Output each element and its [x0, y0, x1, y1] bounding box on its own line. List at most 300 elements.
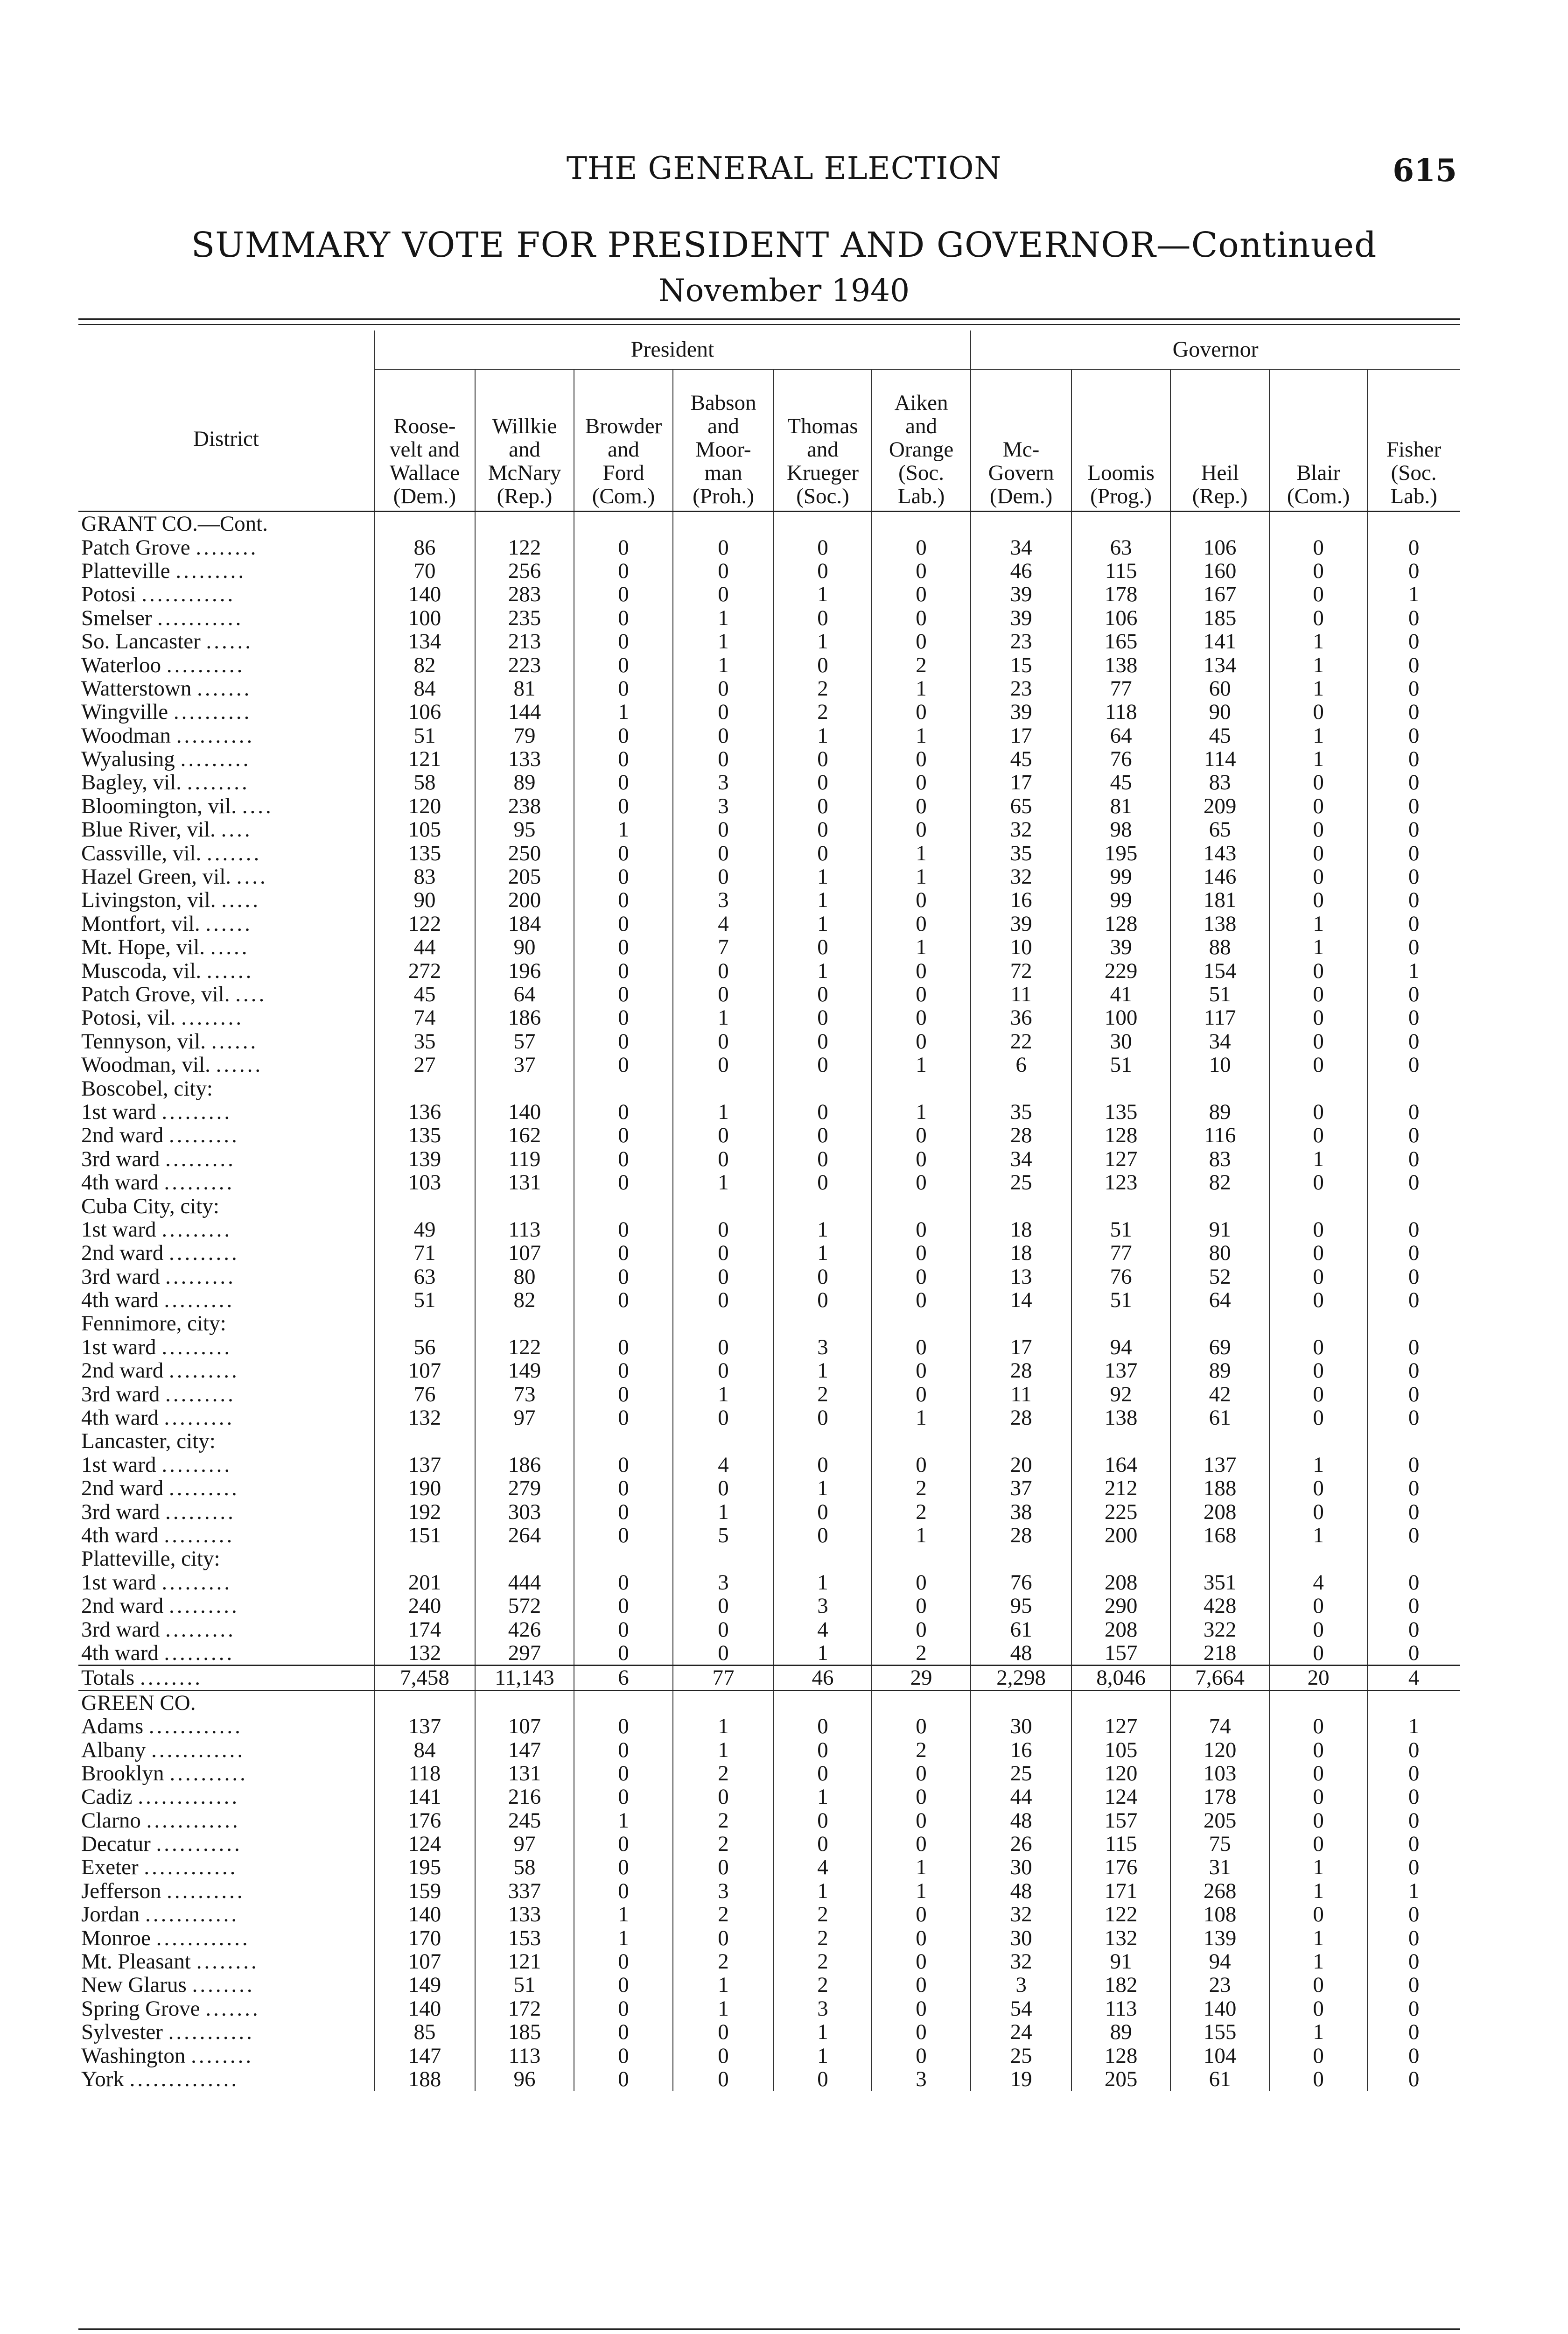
district-name: Woodman: [81, 724, 171, 747]
vote-count: 0: [774, 1832, 872, 1856]
district-name: Cadiz: [81, 1785, 133, 1809]
vote-count: 0: [673, 1241, 774, 1265]
district-name-cell: [78, 700, 374, 724]
district-name-cell: [78, 1124, 374, 1147]
vote-count: 97: [475, 1406, 574, 1429]
district-name: Platteville, city:: [81, 1547, 220, 1571]
vote-count: 0: [574, 959, 673, 982]
vote-count: 0: [1408, 559, 1420, 583]
table-row: [78, 1100, 1460, 1124]
vote-count: 0: [774, 983, 872, 1006]
vote-count: 1: [774, 2020, 872, 2044]
district-name-cell: [78, 1076, 374, 1100]
vote-count: 0: [1269, 794, 1367, 818]
vote-count: 225: [1071, 1500, 1170, 1523]
vote-count: [475, 512, 574, 536]
dot-leader: ..........: [169, 1761, 248, 1786]
vote-count: 153: [475, 1926, 574, 1949]
vote-count: [574, 1429, 673, 1453]
vote-count: 0: [1408, 771, 1420, 794]
table-row: [78, 912, 1460, 935]
vote-count: 18: [971, 1218, 1071, 1241]
vote-count: [574, 1076, 673, 1100]
vote-count: 76: [1071, 747, 1170, 771]
vote-count: 2: [774, 677, 872, 700]
vote-count: 0: [673, 1288, 774, 1312]
vote-count: [1170, 512, 1269, 536]
district-name-cell: [78, 959, 374, 982]
vote-count: 139: [374, 1147, 475, 1171]
vote-count: 0: [1408, 841, 1420, 865]
dot-leader: .........: [168, 1359, 239, 1383]
vote-count: [1367, 1312, 1460, 1335]
vote-count: 0: [1408, 629, 1420, 654]
vote-count: [374, 1690, 475, 1715]
vote-count: 1: [872, 677, 971, 700]
vote-count: 54: [971, 1997, 1071, 2020]
vote-count: 51: [374, 1288, 475, 1312]
vote-count: 34: [971, 1147, 1071, 1171]
vote-count: 0: [673, 1218, 774, 1241]
table-row: [78, 1617, 1460, 1641]
vote-count: 3: [774, 1997, 872, 2020]
dot-leader: .......: [197, 676, 252, 701]
vote-count: 107: [374, 1950, 475, 1973]
vote-count: 0: [673, 1476, 774, 1500]
district-name: Platteville: [81, 559, 170, 583]
vote-count: 0: [1408, 700, 1420, 724]
vote-count: 0: [1408, 1594, 1420, 1618]
vote-count: 3: [673, 771, 774, 794]
vote-count: 0: [872, 1006, 971, 1029]
vote-count: 0: [872, 559, 971, 583]
vote-count: 56: [374, 1336, 475, 1359]
vote-count: 42: [1170, 1382, 1269, 1406]
vote-count: 22: [971, 1030, 1071, 1053]
district-name: 4th ward: [81, 1641, 159, 1665]
vote-count: 154: [1170, 959, 1269, 982]
vote-count: 28: [971, 1406, 1071, 1429]
district-name: 2nd ward: [81, 1241, 164, 1265]
vote-count: 46: [971, 559, 1071, 583]
vote-count: 0: [574, 630, 673, 653]
district-name-cell: [78, 1950, 374, 1973]
vote-count: 115: [1071, 1832, 1170, 1856]
vote-count: 147: [475, 1738, 574, 1761]
vote-count: [1071, 1547, 1170, 1570]
vote-count: 63: [374, 1265, 475, 1288]
vote-count: 0: [574, 1171, 673, 1194]
vote-count: 77: [1071, 677, 1170, 700]
vote-count: 16: [971, 1738, 1071, 1761]
table-row: [78, 559, 1460, 583]
vote-count: 39: [971, 700, 1071, 724]
dot-leader: .............: [138, 1785, 240, 1809]
vote-count: 96: [475, 2067, 574, 2091]
vote-count: 0: [574, 771, 673, 794]
vote-count: 0: [1408, 1761, 1420, 1786]
top-double-rule-lower: [78, 324, 1460, 325]
vote-count: 0: [872, 912, 971, 935]
vote-count: 3: [673, 888, 774, 912]
vote-count: 0: [872, 630, 971, 653]
district-name-cell: [78, 1406, 374, 1429]
vote-count: [673, 1547, 774, 1570]
district-name: 2nd ward: [81, 1476, 164, 1500]
vote-count: 118: [374, 1762, 475, 1785]
vote-count: 77: [673, 1666, 774, 1690]
vote-count: 0: [774, 1171, 872, 1194]
district-name: 4th ward: [81, 1170, 159, 1195]
district-name: Jefferson: [81, 1879, 161, 1903]
vote-count: 0: [1269, 1641, 1367, 1666]
vote-count: 1: [774, 1571, 872, 1594]
dot-leader: .........: [164, 1288, 235, 1312]
vote-count: 0: [574, 1785, 673, 1808]
vote-count: 0: [872, 1785, 971, 1808]
vote-count: 0: [872, 888, 971, 912]
vote-count: 94: [1170, 1950, 1269, 1973]
vote-count: 178: [1170, 1785, 1269, 1808]
vote-count: 135: [1071, 1100, 1170, 1124]
vote-count: 208: [1170, 1500, 1269, 1523]
vote-count: 23: [971, 630, 1071, 653]
vote-count: 0: [574, 1288, 673, 1312]
vote-count: 1: [673, 1715, 774, 1738]
vote-count: 127: [1071, 1147, 1170, 1171]
vote-count: 4: [774, 1856, 872, 1879]
vote-count: 107: [374, 1359, 475, 1382]
vote-count: 76: [971, 1571, 1071, 1594]
district-name: Albany: [81, 1738, 146, 1762]
vote-count: 1: [774, 888, 872, 912]
district-name-cell: [78, 771, 374, 794]
vote-count: 17: [971, 1336, 1071, 1359]
vote-count: 1: [774, 1241, 872, 1265]
vote-count: 140: [374, 1903, 475, 1926]
vote-count: 28: [971, 1359, 1071, 1382]
vote-count: [1170, 1076, 1269, 1100]
vote-count: [1269, 1076, 1367, 1100]
vote-count: 1: [872, 865, 971, 888]
vote-count: 1: [872, 1524, 971, 1547]
vote-count: 176: [1071, 1856, 1170, 1879]
vote-count: 0: [872, 606, 971, 630]
district-name-cell: [78, 1359, 374, 1382]
vote-count: 0: [872, 1265, 971, 1288]
table-row: [78, 1856, 1460, 1879]
vote-count: 1: [774, 1476, 872, 1500]
district-name-cell: [78, 1856, 374, 1879]
vote-count: 0: [574, 1336, 673, 1359]
vote-count: 143: [1170, 841, 1269, 865]
vote-count: 32: [971, 1903, 1071, 1926]
dot-leader: ......: [211, 1029, 259, 1053]
column-header: Loomis (Prog.): [1071, 369, 1170, 512]
vote-count: 30: [971, 1856, 1071, 1879]
vote-count: 11: [971, 1382, 1071, 1406]
vote-count: 0: [872, 1288, 971, 1312]
district-name-cell: [78, 841, 374, 865]
vote-count: 0: [872, 1336, 971, 1359]
vote-count: 1: [774, 1879, 872, 1903]
vote-count: 108: [1170, 1903, 1269, 1926]
vote-count: 0: [1269, 2044, 1367, 2067]
vote-count: 4: [774, 1617, 872, 1641]
district-name-cell: [78, 653, 374, 676]
vote-count: 37: [475, 1053, 574, 1076]
vote-count: [872, 1690, 971, 1715]
vote-count: 36: [971, 1006, 1071, 1029]
vote-count: 0: [673, 1124, 774, 1147]
vote-count: 3: [673, 794, 774, 818]
vote-count: 2: [774, 700, 872, 724]
vote-count: 0: [1408, 2020, 1420, 2044]
vote-count: 107: [475, 1715, 574, 1738]
vote-count: [1170, 1690, 1269, 1715]
vote-count: [475, 1312, 574, 1335]
vote-count: 0: [872, 1382, 971, 1406]
dot-leader: ......: [216, 1053, 263, 1077]
vote-count: 0: [1408, 1359, 1420, 1383]
totals-row: [78, 1666, 1460, 1690]
vote-count: 0: [1269, 959, 1367, 982]
district-name-cell: [78, 1832, 374, 1856]
column-header: Roose- velt and Wallace (Dem.): [374, 369, 475, 512]
vote-count: 223: [475, 653, 574, 676]
vote-count: 8,046: [1071, 1666, 1170, 1690]
vote-count: 0: [1408, 1500, 1420, 1524]
vote-count: 0: [1408, 1382, 1420, 1406]
vote-count: [1269, 1312, 1367, 1335]
vote-count: 139: [1170, 1926, 1269, 1949]
dot-leader: .........: [168, 1124, 239, 1147]
vote-count: 0: [1408, 1288, 1420, 1312]
vote-count: 0: [774, 841, 872, 865]
vote-count: 18: [971, 1241, 1071, 1265]
district-name: So. Lancaster: [81, 629, 201, 654]
dot-leader: .........: [161, 1217, 232, 1242]
district-name: Patch Grove: [81, 535, 190, 559]
dot-leader: .........: [168, 1594, 239, 1618]
vote-count: 3: [673, 1571, 774, 1594]
vote-count: 116: [1170, 1124, 1269, 1147]
district-name-cell: [78, 912, 374, 935]
vote-count: 45: [971, 747, 1071, 771]
vote-count: 256: [475, 559, 574, 583]
table-row: [78, 1785, 1460, 1808]
vote-count: 2: [774, 1973, 872, 1997]
district-name-cell: [78, 1006, 374, 1029]
vote-count: 89: [475, 771, 574, 794]
vote-count: 82: [374, 653, 475, 676]
vote-count: 303: [475, 1500, 574, 1523]
vote-count: 240: [374, 1594, 475, 1617]
table-row: [78, 959, 1460, 982]
vote-count: 0: [574, 1997, 673, 2020]
vote-count: 133: [475, 1903, 574, 1926]
vote-count: 167: [1170, 583, 1269, 606]
vote-count: 0: [1408, 888, 1420, 912]
vote-count: 115: [1071, 559, 1170, 583]
vote-count: 32: [971, 865, 1071, 888]
district-name-cell: [78, 1547, 374, 1570]
vote-count: 2: [872, 1500, 971, 1523]
dot-leader: ............: [145, 1903, 239, 1926]
vote-count: 1: [1269, 1926, 1367, 1949]
vote-count: 100: [374, 606, 475, 630]
vote-count: [1269, 1690, 1367, 1715]
vote-count: 0: [574, 1382, 673, 1406]
vote-count: [872, 1312, 971, 1335]
vote-count: 0: [574, 677, 673, 700]
table-row: [78, 1218, 1460, 1241]
vote-count: 16: [971, 888, 1071, 912]
vote-count: 0: [872, 1997, 971, 2020]
vote-count: 0: [574, 2044, 673, 2067]
running-head: [0, 150, 1568, 192]
table-row: [78, 1738, 1460, 1761]
district-name: Monroe: [81, 1926, 151, 1950]
vote-count: 0: [1269, 818, 1367, 841]
vote-count: 74: [374, 1006, 475, 1029]
vote-count: 176: [374, 1808, 475, 1832]
vote-count: 0: [774, 1147, 872, 1171]
vote-count: 0: [1408, 1832, 1420, 1856]
vote-count: 0: [872, 535, 971, 559]
vote-count: 103: [1170, 1762, 1269, 1785]
vote-count: 1: [574, 700, 673, 724]
vote-count: 0: [774, 1006, 872, 1029]
vote-count: [1071, 512, 1170, 536]
table-row: [78, 700, 1460, 724]
vote-count: 133: [475, 747, 574, 771]
vote-count: [1367, 1690, 1460, 1715]
group-header-row: [78, 330, 1460, 369]
vote-count: 0: [1408, 1856, 1420, 1879]
vote-count: 91: [1071, 1950, 1170, 1973]
vote-count: 0: [774, 1762, 872, 1785]
vote-count: 48: [971, 1879, 1071, 1903]
dot-leader: .........: [164, 1523, 235, 1547]
vote-count: 82: [1170, 1171, 1269, 1194]
vote-count: 428: [1170, 1594, 1269, 1617]
vote-count: 3: [774, 1336, 872, 1359]
vote-count: 1: [774, 1641, 872, 1666]
vote-count: 0: [872, 583, 971, 606]
table-row: [78, 583, 1460, 606]
table-row: [78, 1594, 1460, 1617]
vote-count: 1: [673, 630, 774, 653]
vote-count: 0: [872, 1030, 971, 1053]
vote-count: 0: [1408, 1265, 1420, 1288]
dot-leader: .........: [164, 1170, 235, 1195]
vote-count: 0: [1408, 1738, 1420, 1762]
vote-count: 128: [1071, 912, 1170, 935]
vote-count: 140: [374, 583, 475, 606]
vote-count: 1: [872, 841, 971, 865]
vote-count: 1: [872, 724, 971, 747]
vote-count: 0: [1269, 1617, 1367, 1641]
table-row: [78, 1429, 1460, 1453]
vote-count: 95: [971, 1594, 1071, 1617]
vote-count: 1: [872, 1406, 971, 1429]
vote-count: 0: [574, 1147, 673, 1171]
vote-count: 264: [475, 1524, 574, 1547]
vote-count: 0: [1408, 865, 1420, 889]
vote-count: 38: [971, 1500, 1071, 1523]
vote-count: 0: [574, 1265, 673, 1288]
vote-count: [673, 512, 774, 536]
vote-count: 6: [971, 1053, 1071, 1076]
table-row: [78, 1571, 1460, 1594]
vote-count: 0: [1269, 1476, 1367, 1500]
vote-count: 0: [574, 1218, 673, 1241]
vote-count: 212: [1071, 1476, 1170, 1500]
vote-count: 107: [475, 1241, 574, 1265]
table-title: SUMMARY VOTE FOR PRESIDENT AND GOVERNOR—Continued: [191, 225, 1377, 265]
district-name: Livingston, vil.: [81, 888, 216, 912]
vote-count: 20: [971, 1453, 1071, 1476]
table-row: [78, 653, 1460, 676]
vote-count: 0: [1269, 559, 1367, 583]
vote-count: 0: [774, 1406, 872, 1429]
vote-count: 0: [673, 559, 774, 583]
vote-count: 279: [475, 1476, 574, 1500]
vote-count: 58: [374, 771, 475, 794]
vote-count: 0: [774, 935, 872, 959]
dot-leader: .........: [165, 1500, 236, 1524]
vote-count: 0: [1408, 1808, 1420, 1832]
vote-count: 0: [1269, 1030, 1367, 1053]
vote-count: 0: [1408, 1100, 1420, 1124]
vote-count: 49: [374, 1218, 475, 1241]
vote-count: 0: [774, 1124, 872, 1147]
district-name-cell: [78, 1715, 374, 1738]
vote-count: 2: [774, 1950, 872, 1973]
vote-count: 140: [1170, 1997, 1269, 2020]
vote-count: [1071, 1312, 1170, 1335]
vote-count: 195: [374, 1856, 475, 1879]
dot-leader: ...........: [156, 1832, 242, 1856]
vote-count: 0: [872, 1147, 971, 1171]
district-name-cell: [78, 1288, 374, 1312]
vote-count: 104: [1170, 2044, 1269, 2067]
vote-count: 1: [774, 583, 872, 606]
top-double-rule-upper: [78, 318, 1460, 320]
vote-count: 106: [1170, 535, 1269, 559]
vote-count: 0: [872, 1571, 971, 1594]
vote-count: 184: [475, 912, 574, 935]
vote-count: 0: [872, 1926, 971, 1949]
vote-count: 1: [774, 1359, 872, 1382]
vote-count: 0: [1269, 1218, 1367, 1241]
column-header-row: [78, 369, 1460, 512]
vote-count: 205: [475, 865, 574, 888]
vote-count: 123: [1071, 1171, 1170, 1194]
vote-count: [971, 1547, 1071, 1570]
table-row: [78, 2067, 1460, 2091]
vote-count: 0: [673, 1926, 774, 1949]
vote-count: 127: [1071, 1715, 1170, 1738]
vote-count: 0: [673, 1030, 774, 1053]
vote-count: 27: [374, 1053, 475, 1076]
vote-count: 1: [1269, 1147, 1367, 1171]
vote-count: 0: [872, 1359, 971, 1382]
vote-count: 0: [574, 535, 673, 559]
vote-count: [971, 1194, 1071, 1217]
vote-count: 51: [475, 1973, 574, 1997]
